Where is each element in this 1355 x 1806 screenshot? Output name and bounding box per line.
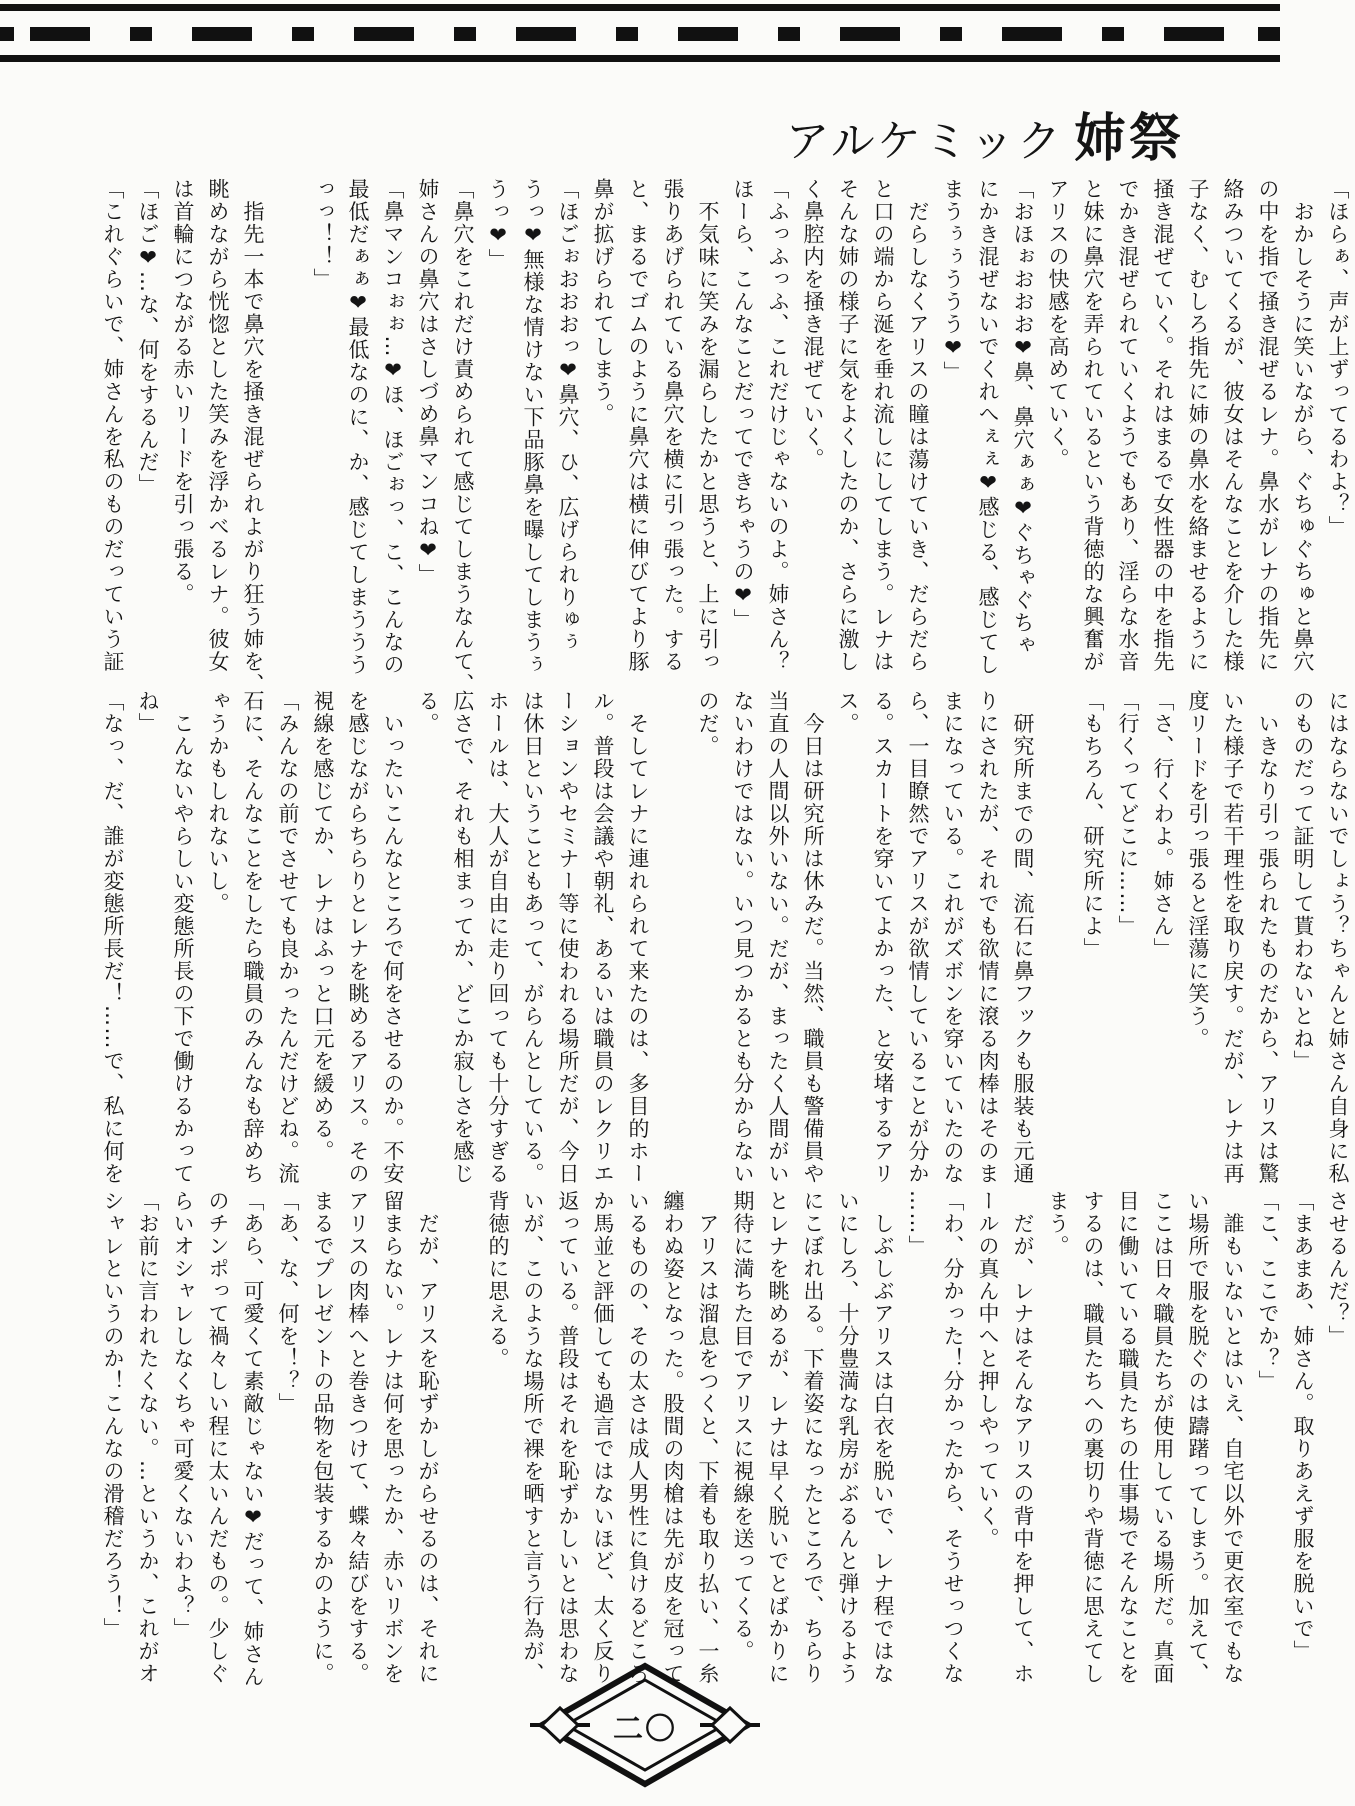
border-rule-bottom [0,55,1280,62]
text-block-bottom [95,1190,1350,1688]
border-dash [616,27,638,41]
border-dash [292,27,314,41]
text-block-top [95,178,1350,696]
border-rule-top [0,4,1280,11]
title-main: アルケミック [785,116,1064,167]
page-title [786,96,1185,171]
border-dash [192,27,252,41]
text-block-middle [95,690,1350,1185]
page-number-ornament [530,1660,760,1790]
title-emphasis: 姉祭 [1073,108,1184,169]
vertical-text-middle: にはならないでしょう？ちゃんと姉さん自身に私 のものだって証明して貰わないとね」 いきなり引っ張られたものだから、アリスは驚 いた様子で若干理性を取り戻す。だが、レナは再 度リードを引っ張ると淫蕩に笑う。 「さ、行くわよ。姉さん」 「行くってどこに……」 「もちろん、研究所によ」 研究所までの間、流石に鼻フックも服装も元通 りにされたが、それでも欲情に滾る肉棒はそのま まになっている。これがズボンを穿いていたのな ら、一目瞭然でアリスが欲情していることが分か る。スカートを穿いてよかった、と安堵するアリ ス。 今日は研究所は休みだ。当然、職員も警備員や 当直の人間以外いない。だが、まったく人間がい ないわけではない。いつ見つかるとも分からない のだ。 そしてレナに連れられて来たのは、多目的ホー ル。普段は会議や朝礼、あるいは職員のレクリエ ーションやセミナー等に使われる場所だが、今日 は休日ということもあって、がらんとしている。 ホールは、大人が自由に走り回っても十分すぎる 広さで、それも相まってか、どこか寂しさを感じ る。 いったいこんなところで何をさせるのか。不安 を感じながらちらりとレナを眺めるアリス。その 視線を感じてか、レナはふっと口元を緩める。 「みんなの前でさせても良かったんだけどね。流 石に、そんなことをしたら職員のみんなも辞めち ゃうかもしれないし。 こんないやらしい変態所長の下で働けるかって ね」 「なっ、だ、誰が変態所長だ！……で、私に何を [101,690,1350,1185]
border-dash [516,27,576,41]
vertical-text-bottom: させるんだ？」 「まあまあ、姉さん。取りあえず服を脱いで」 「こ、ここでか？」 誰もいないとはいえ、自宅以外で更衣室でもな い場所で服を脱ぐのは躊躇ってしまう。加えて、 ここは日々職員たちが使用している場所だ。真面 目に働いている職員たちの仕事場でそんなことを するのは、職員たちへの裏切りや背徳に思えてし まう。 だが、レナはそんなアリスの背中を押して、ホ ールの真ん中へと押しやっていく。 「わ、分かった！分かったから、そうせっつくな ……」 しぶしぶアリスは白衣を脱いで、レナ程ではな いにしろ、十分豊満な乳房がぶるんと弾けるよう にこぼれ出る。下着姿になったところで、ちらり とレナを眺めるが、レナは早く脱いでとばかりに 期待に満ちた目でアリスに視線を送ってくる。 アリスは溜息をつくと、下着も取り払い、一糸 纏わぬ姿となった。股間の肉槍は先が皮を冠って いるものの、その太さは成人男性に負けるどころ か馬並と評価しても過言ではないほど、太く反り 返っている。普段はそれを恥ずかしいとは思わな いが、このような場所で裸を晒すと言う行為が、 背徳的に思える。 だが、アリスを恥ずかしがらせるのは、それに 留まらない。レナは何を思ったか、赤いリボンを アリスの肉棒へと巻きつけて、蝶々結びをする。 まるでプレゼントの品物を包装するかのように。 「あ、な、何を！？」 「あら、可愛くて素敵じゃない❤だって、姉さん のチンポって禍々しい程に太いんだもの。少しぐ らいオシャレしなくちゃ可愛くないわよ？」 「お前に言われたくない。…というか、これがオ シャレというのか！こんなの滑稽だろう！」 [101,1190,1350,1688]
border-dash [0,27,14,41]
border-dash [354,27,414,41]
border-dash [454,27,476,41]
border-dash [1002,27,1062,41]
vertical-text-top: 「ほらぁ、声が上ずってるわよ？」 おかしそうに笑いながら、ぐちゅぐちゅと鼻穴 の中を指で掻き混ぜるレナ。鼻水がレナの指先に 絡みついてくるが、彼女はそんなことを介した様 子なく、むしろ指先に姉の鼻水を絡ませるように 掻き混ぜていく。それはまるで女性器の中を指先 でかき混ぜられていくようでもあり、淫らな水音 と妹に鼻穴を弄られているという背徳的な興奮が アリスの快感を高めていく。 「おほぉおおお❤鼻、鼻穴ぁぁ❤ぐちゃぐちゃ にかき混ぜないでくれへぇぇ❤感じる、感じてし まうぅぅううう❤」 だらしなくアリスの瞳は蕩けていき、だらだら と口の端から涎を垂れ流しにしてしまう。レナは そんな姉の様子に気をよくしたのか、さらに激し く鼻腔内を掻き混ぜていく。 「ふっふっふ、これだけじゃないのよ。姉さん？ ほーら、こんなことだってできちゃうの❤」 不気味に笑みを漏らしたかと思うと、上に引っ 張りあげられている鼻穴を横に引っ張った。する と、まるでゴムのように鼻穴は横に伸びてより豚 鼻が拡げられてしまう。 「ほごぉおおおっ❤鼻穴、ひ、広げられりゅぅ うっ❤無様な情けない下品豚鼻を曝してしまうぅ うっ❤」 「鼻穴をこれだけ責められて感じてしまうなんて、 姉さんの鼻穴はさしづめ鼻マンコね❤」 「鼻マンコぉぉ…❤ほ、ほごぉっ、こ、こんなの 最低だぁぁ❤最低なのに、か、感じてしまううう っっ！！」 指先一本で鼻穴を掻き混ぜられよがり狂う姉を、 眺めながら恍惚とした笑みを浮かべるレナ。彼女 は首輪につながる赤いリードを引っ張る。 「ほご❤…な、何をするんだ」 「これぐらいで、姉さんを私のものだっていう証 [101,178,1350,696]
decorative-top-border [0,0,1280,66]
border-dash [30,27,90,41]
border-dash [1164,27,1224,41]
border-dash [840,27,900,41]
border-dash [1102,27,1124,41]
border-dash [778,27,800,41]
border-dash [1258,27,1280,41]
page-number: 二〇 [613,1712,677,1747]
border-dash [678,27,738,41]
border-dash [940,27,962,41]
border-dash [130,27,152,41]
